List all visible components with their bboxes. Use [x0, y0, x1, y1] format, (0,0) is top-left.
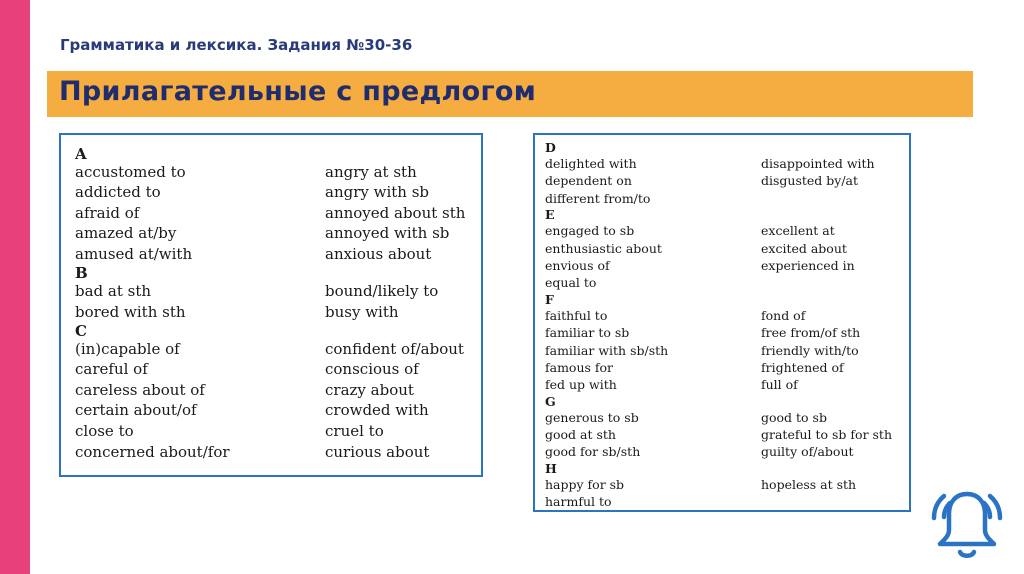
adjective-phrase: dependent on	[545, 173, 632, 189]
section-letter	[75, 145, 475, 162]
adjective-phrase: disappointed with	[761, 156, 875, 171]
adjective-phrase: crowded with	[325, 401, 429, 420]
adjective-phrase: free from/of sth	[761, 325, 861, 341]
adjective-row	[545, 376, 905, 393]
adjective-phrase: guilty of/about	[761, 444, 854, 460]
adjective-phrase: crazy about	[325, 380, 414, 399]
adjective-phrase: anxious about	[325, 244, 432, 263]
adjective-phrase: annoyed about sth	[325, 203, 466, 222]
adjective-phrase: happy for sb	[545, 476, 625, 492]
adjective-phrase: hopeless at sth	[761, 476, 857, 492]
adjective-phrase: afraid of	[75, 203, 140, 222]
adjective-row	[545, 426, 905, 443]
section-letter-text: G	[545, 393, 556, 409]
section-letter-text: A	[75, 145, 87, 163]
section-letter-text: E	[545, 207, 555, 223]
adjective-row	[75, 339, 475, 360]
section-letter-text: F	[545, 291, 554, 307]
adjective-row	[75, 302, 475, 323]
adjective-phrase: faithful to	[545, 307, 608, 323]
adjective-row	[75, 281, 475, 302]
section-letter-text: H	[545, 460, 557, 476]
section-letter	[545, 140, 905, 155]
adjective-row	[545, 190, 905, 207]
adjective-phrase: famous for	[545, 359, 614, 375]
adjective-phrase: annoyed with sb	[325, 224, 450, 243]
adjective-row	[545, 409, 905, 426]
adjective-row	[545, 443, 905, 460]
adjective-phrase: full of	[761, 377, 798, 393]
adjective-phrase: bad at sth	[75, 281, 152, 300]
adjectives-box-a-c	[59, 133, 483, 477]
adjectives-list-d-h	[545, 140, 905, 511]
adjective-phrase: experienced in	[761, 257, 855, 273]
adjective-phrase: careful of	[75, 360, 148, 379]
bell-icon[interactable]	[922, 476, 1012, 566]
adjective-row	[545, 240, 905, 257]
adjective-phrase: bound/likely to	[325, 281, 439, 300]
adjective-phrase: engaged to sb	[545, 223, 635, 239]
adjective-row	[75, 359, 475, 380]
adjective-phrase: envious of	[545, 257, 610, 273]
adjective-phrase: curious about	[325, 442, 430, 461]
section-letter	[545, 394, 905, 409]
adjective-row	[545, 155, 905, 172]
adjective-row	[75, 400, 475, 421]
adjectives-list-a-c	[75, 145, 475, 462]
adjective-row	[75, 162, 475, 183]
adjective-row	[75, 244, 475, 265]
slide-title: Прилагательные с предлогом	[59, 76, 537, 107]
adjective-phrase: excited about	[761, 240, 847, 256]
adjective-phrase: delighted with	[545, 156, 637, 171]
adjective-row	[75, 380, 475, 401]
adjective-phrase: good to sb	[761, 409, 827, 425]
adjective-phrase: confident of/about	[325, 339, 464, 358]
adjective-row	[545, 307, 905, 324]
adjective-phrase: grateful to sb for sth	[761, 427, 892, 443]
section-letter	[545, 207, 905, 222]
adjective-row	[545, 359, 905, 376]
adjective-phrase: concerned about/for	[75, 442, 230, 461]
adjective-phrase: different from/to	[545, 190, 651, 206]
adjective-row	[75, 203, 475, 224]
section-letter-text: D	[545, 140, 556, 155]
adjective-row	[75, 421, 475, 442]
adjective-phrase: familiar with sb/sth	[545, 342, 669, 358]
title-banner	[47, 71, 973, 117]
adjective-row	[545, 257, 905, 274]
adjective-phrase: familiar to sb	[545, 325, 630, 341]
adjective-phrase: equal to	[545, 275, 597, 291]
adjective-phrase: (in)capable of	[75, 339, 180, 358]
adjective-phrase: cruel to	[325, 422, 384, 441]
adjective-phrase: enthusiastic about	[545, 240, 662, 256]
adjective-phrase: excellent at	[761, 223, 835, 239]
adjective-row	[75, 223, 475, 244]
adjective-phrase: good for sb/sth	[545, 444, 641, 460]
section-letter-text: C	[75, 322, 87, 341]
adjective-phrase: conscious of	[325, 360, 419, 379]
adjective-phrase: certain about/of	[75, 401, 197, 420]
adjective-phrase: bored with sth	[75, 302, 186, 321]
adjective-row	[545, 476, 905, 493]
adjective-phrase: fed up with	[545, 377, 617, 393]
section-letter	[545, 292, 905, 307]
adjective-phrase: angry with sb	[325, 183, 430, 202]
adjective-row	[545, 342, 905, 359]
adjective-row	[75, 182, 475, 203]
adjective-phrase: amused at/with	[75, 244, 193, 263]
adjective-row	[545, 172, 905, 189]
adjectives-box-d-h	[533, 133, 911, 512]
adjective-phrase: close to	[75, 422, 134, 441]
adjective-phrase: good at sth	[545, 427, 616, 443]
adjective-phrase: generous to sb	[545, 409, 639, 425]
section-letter	[75, 264, 475, 281]
side-accent-bar	[0, 0, 30, 574]
adjective-phrase: friendly with/to	[761, 342, 859, 358]
adjective-phrase: careless about of	[75, 380, 205, 399]
adjective-phrase: frightened of	[761, 359, 844, 375]
adjective-phrase: disgusted by/at	[761, 173, 859, 189]
adjective-row	[545, 324, 905, 341]
adjective-phrase: angry at sth	[325, 162, 417, 181]
adjective-row	[545, 493, 905, 510]
adjective-phrase: fond of	[761, 307, 806, 323]
adjective-phrase: harmful to	[545, 494, 612, 510]
adjective-phrase: busy with	[325, 302, 399, 321]
adjective-phrase: accustomed to	[75, 162, 186, 181]
adjective-row	[545, 274, 905, 291]
adjective-phrase: amazed at/by	[75, 224, 177, 243]
adjective-row	[545, 222, 905, 239]
section-letter	[545, 461, 905, 476]
adjective-row	[75, 442, 475, 463]
slide-subtitle: Грамматика и лексика. Задания №30-36	[60, 36, 413, 54]
adjective-phrase: addicted to	[75, 183, 161, 202]
section-letter-text: B	[75, 264, 88, 283]
section-letter	[75, 322, 475, 339]
